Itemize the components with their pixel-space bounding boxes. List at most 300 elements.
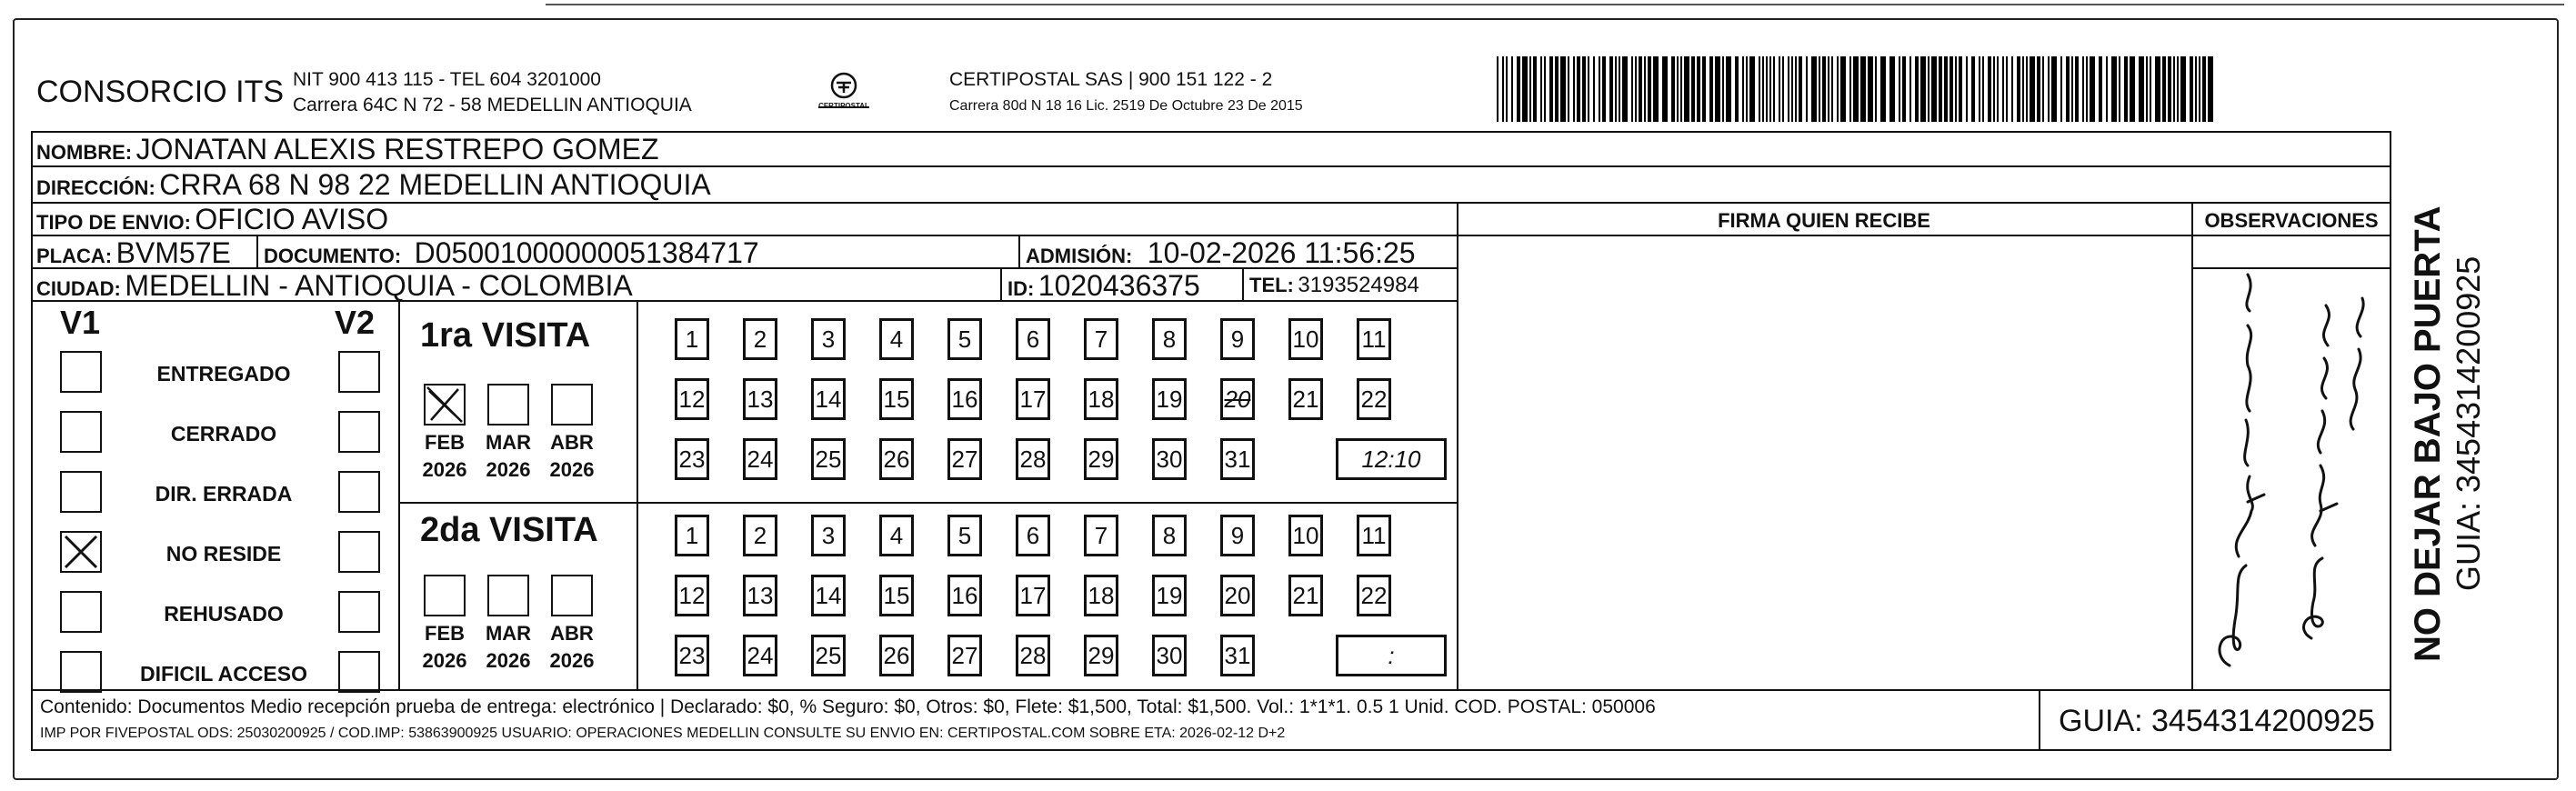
id-field [1007, 269, 1200, 303]
day-number: 25 [815, 641, 842, 669]
top-edge-line [546, 4, 2564, 5]
day-box[interactable] [743, 438, 777, 480]
day-box[interactable] [1152, 575, 1187, 616]
barcode-bar [2017, 56, 2020, 122]
barcode-bar [1819, 56, 1820, 122]
barcode-bar [1902, 56, 1906, 122]
barcode-bar [1555, 56, 1559, 122]
v2-checkbox[interactable] [338, 411, 380, 453]
day-box[interactable] [1016, 575, 1050, 616]
ciudad-value: MEDELLIN - ANTIOQUIA - COLOMBIA [125, 269, 633, 302]
barcode-bar [1749, 56, 1755, 122]
day-box[interactable] [1288, 378, 1323, 420]
day-box[interactable] [1084, 635, 1118, 676]
day-box[interactable] [811, 438, 846, 480]
day-box[interactable] [1357, 515, 1391, 556]
barcode-bar [1773, 56, 1775, 122]
documento-value: D05001000000051384717 [414, 236, 759, 269]
day-box[interactable] [947, 438, 982, 480]
day-number: 6 [1026, 325, 1040, 353]
barcode [1497, 56, 2213, 122]
day-box[interactable] [1152, 318, 1187, 360]
day-box[interactable] [1220, 438, 1255, 480]
day-box[interactable] [879, 635, 914, 676]
v1-checkbox[interactable] [60, 471, 102, 513]
v2-checkbox[interactable] [338, 351, 380, 393]
barcode-bar [2011, 56, 2013, 122]
barcode-bar [1988, 56, 1991, 122]
barcode-bar [2155, 56, 2160, 122]
barcode-bar [1759, 56, 1760, 122]
placa-label: PLACA: [36, 245, 113, 267]
barcode-bar [1662, 56, 1668, 122]
status-option-label: DIFICIL ACCESO [139, 662, 307, 686]
barcode-bar [1635, 56, 1637, 122]
barcode-bar [1875, 56, 1877, 122]
day-box[interactable] [1357, 378, 1391, 420]
day-box[interactable] [1220, 635, 1255, 676]
barcode-bar [1506, 56, 1508, 122]
day-number: 3 [821, 325, 836, 353]
day-box[interactable] [1288, 318, 1323, 360]
side-guia: GUIA: 3454314200925 [2450, 255, 2487, 591]
day-box[interactable] [675, 635, 709, 676]
barcode-bar [2208, 56, 2213, 122]
month-checkbox[interactable] [424, 384, 466, 426]
id-label: ID: [1007, 277, 1035, 300]
direccion-value: CRRA 68 N 98 22 MEDELLIN ANTIOQUIA [159, 168, 711, 201]
day-box[interactable] [947, 515, 982, 556]
day-number: 16 [951, 581, 978, 609]
barcode-bar [1791, 56, 1793, 122]
nombre-value: JONATAN ALEXIS RESTREPO GOMEZ [135, 133, 659, 165]
month-label: ABR [550, 431, 594, 454]
direccion-row [36, 168, 711, 202]
day-box[interactable] [743, 378, 777, 420]
first-visit-title: 1ra VISITA [420, 316, 591, 355]
v2-checkbox[interactable] [338, 471, 380, 513]
day-number: 21 [1292, 385, 1319, 413]
barcode-bar [1822, 56, 1826, 122]
check-mark-icon [426, 385, 464, 424]
day-number: 27 [951, 641, 978, 669]
year-label: 2026 [422, 649, 467, 672]
barcode-bar [1959, 56, 1962, 122]
day-box[interactable] [879, 378, 914, 420]
year-label: 2026 [486, 649, 531, 672]
day-box[interactable] [1288, 515, 1323, 556]
id-value: 1020436375 [1037, 269, 1200, 302]
month-label: FEB [425, 622, 465, 645]
day-box[interactable] [879, 575, 914, 616]
time-value: 12:10 [1361, 445, 1421, 473]
barcode-bar [2002, 56, 2004, 122]
company-info-line1: NIT 900 413 115 - TEL 604 3201000 [293, 69, 601, 90]
barcode-bar [1709, 56, 1713, 122]
month-label: MAR [485, 431, 532, 454]
day-box[interactable] [811, 318, 846, 360]
imp-text: IMP POR FIVEPOSTAL ODS: 25030200925 / COD.IMP: 53863900925 USUARIO: OPERACIONES MEDELLIN CONSULTE SU ENVIO EN: CERTIPOSTAL.COM SOBRE ETA: 2026-02-12 D+2 [40, 726, 1286, 741]
day-number: 22 [1360, 581, 1388, 609]
barcode-bar [1928, 56, 1929, 122]
barcode-bar [1599, 56, 1600, 122]
day-box[interactable] [1084, 515, 1118, 556]
day-box[interactable] [743, 515, 777, 556]
day-number: 23 [678, 445, 706, 473]
month-checkbox[interactable] [487, 384, 529, 426]
day-number: 29 [1088, 445, 1115, 473]
barcode-bar [2180, 56, 2186, 122]
barcode-bar [1788, 56, 1789, 122]
barcode-bar [1648, 56, 1651, 122]
barcode-bar [1502, 56, 1504, 122]
month-label: MAR [485, 622, 532, 645]
barcode-bar [1715, 56, 1720, 122]
day-box[interactable] [675, 575, 709, 616]
barcode-bar [1880, 56, 1886, 122]
admision-label: ADMISIÓN: [1026, 245, 1133, 267]
barcode-bar [1677, 56, 1679, 122]
day-number: 2 [753, 521, 767, 549]
day-box[interactable] [1220, 378, 1255, 420]
barcode-bar [1811, 56, 1817, 122]
day-box[interactable] [675, 515, 709, 556]
month-checkbox[interactable] [551, 575, 593, 616]
day-number: 15 [883, 385, 910, 413]
day-box[interactable] [879, 438, 914, 480]
year-label: 2026 [486, 458, 531, 481]
day-number: 5 [957, 325, 972, 353]
barcode-bar [2030, 56, 2035, 122]
company-info-line2: Carrera 64C N 72 - 58 MEDELLIN ANTIOQUIA [293, 95, 692, 115]
barcode-bar [2199, 56, 2200, 122]
day-number: 26 [883, 445, 910, 473]
barcode-bar [1944, 56, 1948, 122]
day-number: 22 [1360, 385, 1388, 413]
day-number: 30 [1156, 641, 1183, 669]
v2-checkbox[interactable] [338, 531, 380, 573]
day-box[interactable] [811, 515, 846, 556]
barcode-bar [2190, 56, 2193, 122]
day-box[interactable] [743, 318, 777, 360]
day-box[interactable] [675, 438, 709, 480]
day-box[interactable] [811, 378, 846, 420]
day-box[interactable] [1357, 318, 1391, 360]
day-number: 6 [1026, 521, 1040, 549]
barcode-bar [2168, 56, 2171, 122]
day-box[interactable] [1016, 515, 1050, 556]
day-box[interactable] [1016, 318, 1050, 360]
day-box[interactable] [1084, 378, 1118, 420]
tel-label: TEL: [1249, 274, 1294, 296]
barcode-bar [1544, 56, 1546, 122]
day-number: 20 [1224, 385, 1251, 413]
day-box[interactable] [947, 378, 982, 420]
barcode-bar [1860, 56, 1866, 122]
day-number: 12 [678, 581, 706, 609]
v1-checkbox[interactable] [60, 411, 102, 453]
tipo-value: OFICIO AVISO [195, 203, 389, 235]
day-number: 12 [678, 385, 706, 413]
month-checkbox[interactable] [487, 575, 529, 616]
barcode-bar [1799, 56, 1802, 122]
logo-text: CERTIPOSTAL [818, 102, 869, 110]
day-number: 23 [678, 641, 706, 669]
barcode-bar [1631, 56, 1633, 122]
observaciones-header: OBSERVACIONES [2204, 209, 2379, 232]
day-box[interactable] [1152, 635, 1187, 676]
v2-checkbox[interactable] [338, 651, 380, 693]
certipostal-logo-icon [811, 67, 877, 118]
placa-value: BVM57E [115, 236, 231, 269]
barcode-bar [1979, 56, 1980, 122]
courier-line1: CERTIPOSTAL SAS | 900 151 122 - 2 [949, 69, 1273, 90]
barcode-bar [1684, 56, 1689, 122]
barcode-bar [2048, 56, 2050, 122]
month-checkbox[interactable] [551, 384, 593, 426]
day-number: 31 [1224, 641, 1251, 669]
tipo-label: TIPO DE ENVIO: [36, 211, 191, 234]
barcode-bar [1828, 56, 1829, 122]
barcode-bar [2022, 56, 2024, 122]
v1-checkbox[interactable] [60, 351, 102, 393]
status-option-label: REHUSADO [164, 602, 284, 626]
day-number: 25 [815, 445, 842, 473]
day-box[interactable] [1220, 575, 1255, 616]
barcode-bar [2075, 56, 2079, 122]
certipostal-logo [811, 67, 877, 118]
barcode-bar [1868, 56, 1873, 122]
day-number: 20 [1224, 581, 1251, 609]
day-number: 30 [1156, 445, 1183, 473]
day-number: 11 [1361, 325, 1387, 353]
barcode-bar [1560, 56, 1566, 122]
day-box[interactable] [1220, 318, 1255, 360]
day-number: 21 [1292, 581, 1319, 609]
barcode-bar [2037, 56, 2040, 122]
barcode-bar [2150, 56, 2151, 122]
barcode-bar [1568, 56, 1569, 122]
barcode-bar [1533, 56, 1537, 122]
day-number: 8 [1162, 521, 1177, 549]
day-box[interactable] [947, 318, 982, 360]
v2-header: V2 [335, 304, 376, 341]
day-number: 1 [685, 521, 699, 549]
time-box[interactable] [1336, 438, 1447, 480]
barcode-bar [1622, 56, 1628, 122]
day-number: 1 [685, 325, 699, 353]
barcode-bar [1529, 56, 1531, 122]
day-number: 11 [1361, 521, 1387, 549]
barcode-bar [1950, 56, 1953, 122]
barcode-bar [1837, 56, 1839, 122]
barcode-bar [1671, 56, 1675, 122]
barcode-bar [1966, 56, 1968, 122]
month-label: ABR [550, 622, 594, 645]
barcode-bar [2162, 56, 2166, 122]
barcode-bar [1899, 56, 1900, 122]
barcode-bar [1889, 56, 1895, 122]
day-box[interactable] [1152, 515, 1187, 556]
placa-field [36, 236, 231, 270]
day-number: 14 [815, 385, 842, 413]
barcode-bar [2202, 56, 2206, 122]
month-checkbox[interactable] [424, 575, 466, 616]
barcode-bar [1831, 56, 1833, 122]
barcode-bar [1840, 56, 1846, 122]
barcode-bar [1577, 56, 1580, 122]
barcode-bar [1915, 56, 1919, 122]
barcode-bar [1602, 56, 1606, 122]
direccion-label: DIRECCIÓN: [36, 176, 155, 199]
barcode-bar [2173, 56, 2175, 122]
day-box[interactable] [743, 575, 777, 616]
side-warning: NO DEJAR BAJO PUERTA [2408, 205, 2448, 662]
day-box[interactable] [675, 318, 709, 360]
barcode-bar [2111, 56, 2117, 122]
handwritten-note-icon [2193, 238, 2390, 687]
barcode-bar [1619, 56, 1620, 122]
barcode-bar [1702, 56, 1706, 122]
day-box[interactable] [1152, 378, 1187, 420]
day-box[interactable] [1016, 378, 1050, 420]
day-box[interactable] [1357, 575, 1391, 616]
v2-checkbox[interactable] [338, 591, 380, 633]
day-number: 17 [1019, 581, 1047, 609]
barcode-bar [2060, 56, 2062, 122]
barcode-bar [1920, 56, 1926, 122]
barcode-bar [1540, 56, 1542, 122]
v1-checkbox[interactable] [60, 651, 102, 693]
barcode-bar [1582, 56, 1586, 122]
contenido-text: Contenido: Documentos Medio recepción prueba de entrega: electrónico | Declarado: $0, % Seguro: $0, Otros: $0, Flete: $1,500, Total: $1,500. Vol.: 1*1*1. 0.5 1 Unid. COD. POSTAL: 050006 [40, 696, 1656, 717]
barcode-bar [2124, 56, 2128, 122]
company-name: CONSORCIO ITS [36, 75, 285, 109]
day-number: 14 [815, 581, 842, 609]
day-number: 19 [1156, 385, 1183, 413]
barcode-bar [1746, 56, 1748, 122]
day-number: 8 [1162, 325, 1177, 353]
day-number: 13 [747, 581, 774, 609]
second-visit-title: 2da VISITA [420, 511, 598, 549]
admision-field [1026, 236, 1416, 270]
barcode-bar [1955, 56, 1957, 122]
ciudad-label: CIUDAD: [36, 277, 121, 300]
barcode-bar [1644, 56, 1646, 122]
barcode-bar [2082, 56, 2084, 122]
day-box[interactable] [1016, 438, 1050, 480]
day-box[interactable] [675, 378, 709, 420]
day-box[interactable] [879, 318, 914, 360]
footer-guia: GUIA: 3454314200925 [2059, 704, 2375, 738]
barcode-bar [2106, 56, 2108, 122]
month-label: FEB [425, 431, 465, 454]
barcode-bar [2026, 56, 2028, 122]
day-number: 28 [1019, 641, 1047, 669]
barcode-bar [2177, 56, 2179, 122]
status-option-label: DIR. ERRADA [155, 482, 293, 506]
day-box[interactable] [879, 515, 914, 556]
day-box[interactable] [947, 635, 982, 676]
status-option-label: ENTREGADO [156, 362, 291, 385]
day-box[interactable] [1288, 575, 1323, 616]
day-number: 4 [889, 325, 904, 353]
barcode-bar [1593, 56, 1595, 122]
day-box[interactable] [1084, 318, 1118, 360]
barcode-bar [2099, 56, 2102, 122]
day-box[interactable] [811, 635, 846, 676]
v1-checkbox[interactable] [60, 591, 102, 633]
barcode-bar [1680, 56, 1682, 122]
barcode-bar [1997, 56, 1999, 122]
tipo-row [36, 203, 388, 236]
day-number: 31 [1224, 445, 1251, 473]
year-label: 2026 [549, 458, 595, 481]
barcode-bar [1982, 56, 1984, 122]
day-number: 18 [1088, 385, 1115, 413]
nombre-row [36, 133, 658, 166]
v1-checkbox[interactable] [60, 531, 102, 573]
barcode-bar [1806, 56, 1808, 122]
day-number: 7 [1094, 325, 1108, 353]
day-number: 9 [1230, 325, 1245, 353]
barcode-bar [1762, 56, 1764, 122]
barcode-bar [1853, 56, 1859, 122]
day-number: 16 [951, 385, 978, 413]
day-number: 3 [821, 521, 836, 549]
day-box[interactable] [743, 635, 777, 676]
day-box[interactable] [1220, 515, 1255, 556]
v1-header: V1 [60, 304, 101, 341]
day-number: 10 [1292, 325, 1319, 353]
year-label: 2026 [422, 458, 467, 481]
tel-field [1249, 273, 1419, 298]
documento-label: DOCUMENTO: [264, 245, 402, 267]
day-box[interactable] [811, 575, 846, 616]
day-number: 5 [957, 521, 972, 549]
day-number: 18 [1088, 581, 1115, 609]
barcode-bar [2086, 56, 2088, 122]
barcode-bar [1769, 56, 1771, 122]
day-box[interactable] [1016, 635, 1050, 676]
barcode-bar [1782, 56, 1784, 122]
barcode-bar [2146, 56, 2148, 122]
barcode-bar [1573, 56, 1575, 122]
barcode-bar [1511, 56, 1513, 122]
day-number: 15 [883, 581, 910, 609]
barcode-bar [2051, 56, 2057, 122]
status-option-label: CERRADO [170, 422, 277, 446]
day-box[interactable] [1152, 438, 1187, 480]
day-box[interactable] [1084, 575, 1118, 616]
day-box[interactable] [1084, 438, 1118, 480]
barcode-bar [1735, 56, 1739, 122]
day-number: 13 [747, 385, 774, 413]
day-box[interactable] [947, 575, 982, 616]
barcode-bar [2006, 56, 2008, 122]
barcode-bar [2071, 56, 2073, 122]
day-number: 26 [883, 641, 910, 669]
barcode-bar [1497, 56, 1498, 122]
barcode-bar [2139, 56, 2144, 122]
status-option-label: NO RESIDE [165, 542, 282, 566]
time-value: : [1388, 641, 1395, 669]
barcode-bar [1849, 56, 1851, 122]
day-number: 29 [1088, 641, 1115, 669]
time-box[interactable] [1336, 635, 1447, 676]
barcode-bar [2066, 56, 2070, 122]
day-number: 27 [951, 445, 978, 473]
